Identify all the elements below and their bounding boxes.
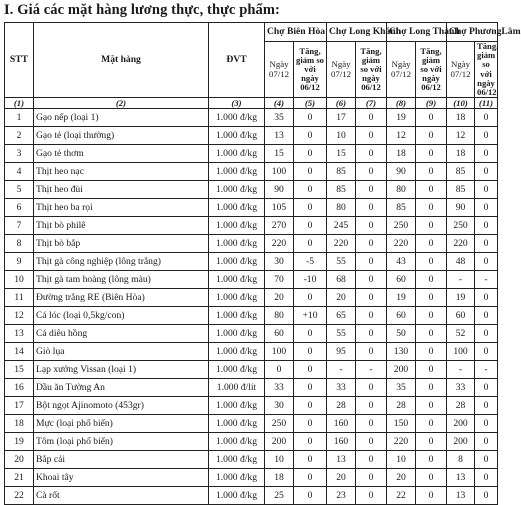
cell-long-khanh-price: 68 <box>327 271 356 289</box>
cell-phuong-lam-price: 8 <box>447 451 475 469</box>
cell-stt: 22 <box>5 487 34 505</box>
subheader-change: Tăng, giảm so với ngày 06/12 <box>356 42 387 98</box>
cell-item: Thịt gà tam hoàng (lông màu) <box>34 271 209 289</box>
cell-bien-hoa-change: 0 <box>294 163 327 181</box>
cell-long-thanh-price: 22 <box>387 487 416 505</box>
cell-unit: 1.000 đ/kg <box>209 235 265 253</box>
cell-stt: 8 <box>5 235 34 253</box>
cell-stt: 16 <box>5 379 34 397</box>
cell-bien-hoa-change: 0 <box>294 325 327 343</box>
table-row <box>5 181 498 199</box>
table-row <box>5 127 498 145</box>
cell-unit: 1.000 đ/kg <box>209 109 265 127</box>
cell-stt: 4 <box>5 163 34 181</box>
cell-bien-hoa-change: 0 <box>294 235 327 253</box>
table-row <box>5 343 498 361</box>
cell-phuong-lam-change: 0 <box>475 379 498 397</box>
cell-bien-hoa-price: 35 <box>265 109 294 127</box>
cell-bien-hoa-change: 0 <box>294 181 327 199</box>
cell-long-khanh-change: 0 <box>356 487 387 505</box>
table-row <box>5 415 498 433</box>
cell-bien-hoa-change: 0 <box>294 415 327 433</box>
column-number: (1) <box>5 98 34 109</box>
cell-stt: 1 <box>5 109 34 127</box>
cell-item: Đường trắng RE (Biên Hòa) <box>34 289 209 307</box>
cell-bien-hoa-price: 0 <box>265 361 294 379</box>
cell-long-thanh-price: 19 <box>387 289 416 307</box>
cell-bien-hoa-change: 0 <box>294 469 327 487</box>
cell-phuong-lam-price: 250 <box>447 217 475 235</box>
cell-long-khanh-change: 0 <box>356 307 387 325</box>
table-row <box>5 487 498 505</box>
table-row <box>5 271 498 289</box>
cell-unit: 1.000 đ/kg <box>209 217 265 235</box>
cell-long-khanh-price: 160 <box>327 415 356 433</box>
cell-phuong-lam-price: 12 <box>447 127 475 145</box>
cell-stt: 14 <box>5 343 34 361</box>
cell-unit: 1.000 đ/kg <box>209 325 265 343</box>
cell-long-khanh-price: 17 <box>327 109 356 127</box>
cell-long-khanh-change: 0 <box>356 451 387 469</box>
subheader-change: Tăng, giảm so với ngày 06/12 <box>416 42 447 98</box>
cell-unit: 1.000 đ/kg <box>209 469 265 487</box>
cell-phuong-lam-price: 100 <box>447 343 475 361</box>
cell-long-khanh-price: 10 <box>327 127 356 145</box>
cell-bien-hoa-price: 90 <box>265 181 294 199</box>
header-unit: ĐVT <box>209 23 265 98</box>
cell-long-khanh-price: 20 <box>327 289 356 307</box>
cell-long-khanh-price: 80 <box>327 199 356 217</box>
header-market-long-thanh: Chợ Long Thành <box>387 23 447 42</box>
cell-phuong-lam-price: 13 <box>447 487 475 505</box>
cell-long-thanh-change: 0 <box>416 361 447 379</box>
cell-stt: 15 <box>5 361 34 379</box>
table-row <box>5 109 498 127</box>
cell-stt: 20 <box>5 451 34 469</box>
cell-long-khanh-price: 28 <box>327 397 356 415</box>
table-row <box>5 325 498 343</box>
cell-phuong-lam-change: 0 <box>475 289 498 307</box>
cell-item: Thịt heo ba rọi <box>34 199 209 217</box>
cell-phuong-lam-change: 0 <box>475 343 498 361</box>
column-number: (9) <box>416 98 447 109</box>
cell-long-khanh-change: 0 <box>356 235 387 253</box>
cell-stt: 7 <box>5 217 34 235</box>
cell-bien-hoa-change: 0 <box>294 199 327 217</box>
table-row <box>5 253 498 271</box>
cell-long-thanh-price: 200 <box>387 361 416 379</box>
cell-bien-hoa-change: +10 <box>294 307 327 325</box>
header-market-bien-hoa: Chợ Biên Hòa <box>265 23 327 42</box>
cell-phuong-lam-price: - <box>447 271 475 289</box>
cell-bien-hoa-price: 100 <box>265 343 294 361</box>
cell-long-khanh-change: 0 <box>356 253 387 271</box>
cell-phuong-lam-price: 28 <box>447 397 475 415</box>
cell-long-thanh-change: 0 <box>416 181 447 199</box>
cell-unit: 1.000 đ/kg <box>209 397 265 415</box>
cell-bien-hoa-price: 33 <box>265 379 294 397</box>
cell-bien-hoa-change: 0 <box>294 379 327 397</box>
cell-unit: 1.000 đ/kg <box>209 271 265 289</box>
cell-phuong-lam-change: - <box>475 271 498 289</box>
cell-phuong-lam-price: 220 <box>447 235 475 253</box>
cell-long-khanh-change: 0 <box>356 109 387 127</box>
cell-unit: 1.000 đ/kg <box>209 127 265 145</box>
cell-long-khanh-price: 13 <box>327 451 356 469</box>
cell-bien-hoa-change: 0 <box>294 343 327 361</box>
cell-phuong-lam-change: 0 <box>475 127 498 145</box>
cell-item: Gạo nếp (loại 1) <box>34 109 209 127</box>
cell-phuong-lam-price: 18 <box>447 145 475 163</box>
cell-long-khanh-change: 0 <box>356 433 387 451</box>
column-number: (2) <box>34 98 209 109</box>
table-row <box>5 469 498 487</box>
column-number: (11) <box>475 98 498 109</box>
cell-unit: 1.000 đ/kg <box>209 415 265 433</box>
column-number: (7) <box>356 98 387 109</box>
cell-bien-hoa-change: 0 <box>294 361 327 379</box>
cell-long-thanh-change: 0 <box>416 109 447 127</box>
cell-long-thanh-price: 43 <box>387 253 416 271</box>
cell-long-thanh-change: 0 <box>416 433 447 451</box>
cell-stt: 18 <box>5 415 34 433</box>
cell-long-thanh-change: 0 <box>416 145 447 163</box>
cell-long-khanh-change: 0 <box>356 415 387 433</box>
table-body <box>5 109 498 505</box>
cell-long-khanh-change: 0 <box>356 271 387 289</box>
cell-stt: 19 <box>5 433 34 451</box>
cell-long-thanh-price: 20 <box>387 469 416 487</box>
cell-item: Giò lụa <box>34 343 209 361</box>
cell-phuong-lam-price: 200 <box>447 433 475 451</box>
cell-unit: 1.000 đ/kg <box>209 289 265 307</box>
cell-item: Gạo tẻ (loại thường) <box>34 127 209 145</box>
cell-unit: 1.000 đ/lít <box>209 379 265 397</box>
cell-bien-hoa-change: 0 <box>294 289 327 307</box>
cell-phuong-lam-price: 13 <box>447 469 475 487</box>
cell-phuong-lam-change: 0 <box>475 433 498 451</box>
cell-long-thanh-price: 60 <box>387 271 416 289</box>
cell-long-khanh-price: 33 <box>327 379 356 397</box>
cell-long-thanh-price: 130 <box>387 343 416 361</box>
cell-phuong-lam-price: 200 <box>447 415 475 433</box>
cell-phuong-lam-price: - <box>447 361 475 379</box>
cell-long-thanh-price: 50 <box>387 325 416 343</box>
cell-item: Dầu ăn Tường An <box>34 379 209 397</box>
header-stt: STT <box>5 23 34 98</box>
cell-long-thanh-change: 0 <box>416 235 447 253</box>
cell-long-thanh-change: 0 <box>416 343 447 361</box>
cell-phuong-lam-change: 0 <box>475 145 498 163</box>
cell-long-thanh-change: 0 <box>416 289 447 307</box>
column-number: (6) <box>327 98 356 109</box>
cell-phuong-lam-change: 0 <box>475 397 498 415</box>
table-row <box>5 361 498 379</box>
cell-long-thanh-change: 0 <box>416 415 447 433</box>
cell-unit: 1.000 đ/kg <box>209 253 265 271</box>
cell-bien-hoa-price: 20 <box>265 289 294 307</box>
cell-bien-hoa-price: 10 <box>265 451 294 469</box>
cell-long-thanh-price: 220 <box>387 433 416 451</box>
cell-phuong-lam-price: 33 <box>447 379 475 397</box>
cell-long-khanh-price: 15 <box>327 145 356 163</box>
cell-phuong-lam-price: 90 <box>447 199 475 217</box>
cell-stt: 2 <box>5 127 34 145</box>
cell-phuong-lam-change: 0 <box>475 235 498 253</box>
cell-long-thanh-change: 0 <box>416 487 447 505</box>
cell-item: Thịt heo nạc <box>34 163 209 181</box>
cell-long-thanh-change: 0 <box>416 379 447 397</box>
cell-long-khanh-change: - <box>356 361 387 379</box>
subheader-date: Ngày 07/12 <box>447 42 475 98</box>
cell-stt: 3 <box>5 145 34 163</box>
cell-phuong-lam-change: 0 <box>475 199 498 217</box>
cell-long-khanh-change: 0 <box>356 325 387 343</box>
cell-bien-hoa-price: 200 <box>265 433 294 451</box>
cell-item: Bột ngọt Ajinomoto (453gr) <box>34 397 209 415</box>
cell-item: Thịt heo đùi <box>34 181 209 199</box>
cell-bien-hoa-change: 0 <box>294 487 327 505</box>
cell-item: Tôm (loại phổ biến) <box>34 433 209 451</box>
cell-long-khanh-change: 0 <box>356 163 387 181</box>
cell-bien-hoa-price: 220 <box>265 235 294 253</box>
cell-phuong-lam-change: 0 <box>475 307 498 325</box>
cell-phuong-lam-change: 0 <box>475 325 498 343</box>
cell-bien-hoa-change: 0 <box>294 217 327 235</box>
cell-long-khanh-price: 65 <box>327 307 356 325</box>
cell-phuong-lam-change: 0 <box>475 253 498 271</box>
cell-long-thanh-price: 250 <box>387 217 416 235</box>
table-row <box>5 163 498 181</box>
cell-bien-hoa-price: 30 <box>265 397 294 415</box>
cell-long-thanh-price: 90 <box>387 163 416 181</box>
cell-phuong-lam-change: 0 <box>475 469 498 487</box>
cell-stt: 17 <box>5 397 34 415</box>
cell-long-thanh-price: 18 <box>387 145 416 163</box>
column-number: (3) <box>209 98 265 109</box>
cell-unit: 1.000 đ/kg <box>209 181 265 199</box>
cell-long-thanh-price: 12 <box>387 127 416 145</box>
cell-item: Khoai tây <box>34 469 209 487</box>
cell-item: Thịt bò bắp <box>34 235 209 253</box>
section-title: I. Giá các mặt hàng lương thực, thực phẩm: <box>4 2 280 18</box>
cell-long-thanh-price: 80 <box>387 181 416 199</box>
cell-bien-hoa-price: 250 <box>265 415 294 433</box>
table-row <box>5 217 498 235</box>
column-number: (4) <box>265 98 294 109</box>
table-row <box>5 145 498 163</box>
cell-item: Lạp xưởng Vissan (loại 1) <box>34 361 209 379</box>
cell-unit: 1.000 đ/kg <box>209 145 265 163</box>
cell-long-khanh-change: 0 <box>356 343 387 361</box>
cell-long-thanh-change: 0 <box>416 451 447 469</box>
column-number: (5) <box>294 98 327 109</box>
cell-phuong-lam-change: - <box>475 361 498 379</box>
cell-long-thanh-change: 0 <box>416 271 447 289</box>
cell-phuong-lam-change: 0 <box>475 451 498 469</box>
table-row <box>5 199 498 217</box>
cell-bien-hoa-change: -5 <box>294 253 327 271</box>
cell-long-thanh-price: 10 <box>387 451 416 469</box>
cell-phuong-lam-price: 18 <box>447 109 475 127</box>
cell-long-thanh-change: 0 <box>416 253 447 271</box>
cell-bien-hoa-price: 270 <box>265 217 294 235</box>
cell-long-khanh-change: 0 <box>356 289 387 307</box>
cell-phuong-lam-change: 0 <box>475 487 498 505</box>
cell-long-thanh-price: 150 <box>387 415 416 433</box>
cell-unit: 1.000 đ/kg <box>209 433 265 451</box>
cell-long-thanh-price: 85 <box>387 199 416 217</box>
cell-long-khanh-price: 245 <box>327 217 356 235</box>
cell-long-khanh-price: 220 <box>327 235 356 253</box>
subheader-date: Ngày 07/12 <box>387 42 416 98</box>
cell-stt: 11 <box>5 289 34 307</box>
cell-long-thanh-change: 0 <box>416 397 447 415</box>
cell-bien-hoa-price: 13 <box>265 127 294 145</box>
cell-bien-hoa-change: 0 <box>294 127 327 145</box>
cell-long-khanh-price: 55 <box>327 253 356 271</box>
cell-long-khanh-change: 0 <box>356 217 387 235</box>
cell-long-thanh-price: 28 <box>387 397 416 415</box>
cell-item: Cá lóc (loại 0,5kg/con) <box>34 307 209 325</box>
cell-stt: 12 <box>5 307 34 325</box>
cell-stt: 21 <box>5 469 34 487</box>
header-item: Mặt hàng <box>34 23 209 98</box>
cell-phuong-lam-price: 19 <box>447 289 475 307</box>
subheader-date: Ngày 07/12 <box>327 42 356 98</box>
cell-long-thanh-change: 0 <box>416 217 447 235</box>
table-row <box>5 433 498 451</box>
cell-long-khanh-price: 55 <box>327 325 356 343</box>
cell-item: Cà rốt <box>34 487 209 505</box>
cell-long-khanh-price: 85 <box>327 163 356 181</box>
cell-bien-hoa-price: 70 <box>265 271 294 289</box>
cell-long-khanh-change: 0 <box>356 397 387 415</box>
cell-item: Bắp cải <box>34 451 209 469</box>
cell-item: Gạo tẻ thơm <box>34 145 209 163</box>
cell-long-khanh-change: 0 <box>356 469 387 487</box>
cell-unit: 1.000 đ/kg <box>209 487 265 505</box>
subheader-change: Tăng, giảm so với ngày 06/12 <box>475 42 498 98</box>
header-market-long-khanh: Chợ Long Khánh <box>327 23 387 42</box>
cell-phuong-lam-change: 0 <box>475 109 498 127</box>
cell-long-thanh-change: 0 <box>416 325 447 343</box>
cell-long-thanh-price: 60 <box>387 307 416 325</box>
subheader-date: Ngày 07/12 <box>265 42 294 98</box>
cell-bien-hoa-change: 0 <box>294 109 327 127</box>
cell-unit: 1.000 đ/kg <box>209 451 265 469</box>
cell-stt: 9 <box>5 253 34 271</box>
column-number: (8) <box>387 98 416 109</box>
table-row <box>5 397 498 415</box>
table-row <box>5 307 498 325</box>
cell-long-khanh-change: 0 <box>356 127 387 145</box>
cell-stt: 10 <box>5 271 34 289</box>
subheader-change: Tăng, giảm so với ngày 06/12 <box>294 42 327 98</box>
cell-long-khanh-change: 0 <box>356 145 387 163</box>
cell-long-thanh-change: 0 <box>416 163 447 181</box>
cell-unit: 1.000 đ/kg <box>209 307 265 325</box>
cell-bien-hoa-change: 0 <box>294 145 327 163</box>
cell-phuong-lam-price: 85 <box>447 163 475 181</box>
cell-unit: 1.000 đ/kg <box>209 199 265 217</box>
cell-bien-hoa-price: 100 <box>265 163 294 181</box>
cell-long-khanh-change: 0 <box>356 379 387 397</box>
cell-long-khanh-price: 160 <box>327 433 356 451</box>
cell-item: Cá diêu hồng <box>34 325 209 343</box>
cell-long-khanh-price: 23 <box>327 487 356 505</box>
cell-bien-hoa-change: 0 <box>294 451 327 469</box>
cell-item: Thịt gà công nghiệp (lông trắng) <box>34 253 209 271</box>
cell-stt: 13 <box>5 325 34 343</box>
cell-long-khanh-price: - <box>327 361 356 379</box>
cell-phuong-lam-price: 48 <box>447 253 475 271</box>
cell-long-khanh-change: 0 <box>356 181 387 199</box>
cell-long-khanh-price: 85 <box>327 181 356 199</box>
cell-phuong-lam-change: 0 <box>475 415 498 433</box>
cell-unit: 1.000 đ/kg <box>209 361 265 379</box>
cell-long-thanh-change: 0 <box>416 307 447 325</box>
table-row <box>5 451 498 469</box>
cell-long-thanh-price: 35 <box>387 379 416 397</box>
cell-long-thanh-change: 0 <box>416 199 447 217</box>
cell-phuong-lam-change: 0 <box>475 217 498 235</box>
cell-unit: 1.000 đ/kg <box>209 163 265 181</box>
cell-bien-hoa-price: 80 <box>265 307 294 325</box>
cell-phuong-lam-price: 85 <box>447 181 475 199</box>
cell-phuong-lam-price: 52 <box>447 325 475 343</box>
cell-stt: 6 <box>5 199 34 217</box>
cell-bien-hoa-change: 0 <box>294 433 327 451</box>
cell-bien-hoa-price: 15 <box>265 145 294 163</box>
cell-item: Mực (loại phổ biến) <box>34 415 209 433</box>
cell-bien-hoa-price: 18 <box>265 469 294 487</box>
cell-bien-hoa-price: 25 <box>265 487 294 505</box>
cell-bien-hoa-price: 60 <box>265 325 294 343</box>
cell-bien-hoa-price: 105 <box>265 199 294 217</box>
table-row <box>5 235 498 253</box>
cell-long-thanh-change: 0 <box>416 469 447 487</box>
cell-stt: 5 <box>5 181 34 199</box>
cell-phuong-lam-change: 0 <box>475 181 498 199</box>
cell-long-thanh-price: 19 <box>387 109 416 127</box>
cell-long-khanh-change: 0 <box>356 199 387 217</box>
cell-bien-hoa-change: -10 <box>294 271 327 289</box>
price-table <box>4 22 521 505</box>
cell-phuong-lam-price: 60 <box>447 307 475 325</box>
column-number: (10) <box>447 98 475 109</box>
cell-phuong-lam-change: 0 <box>475 163 498 181</box>
cell-long-thanh-change: 0 <box>416 127 447 145</box>
cell-bien-hoa-change: 0 <box>294 397 327 415</box>
table-row <box>5 379 498 397</box>
cell-long-thanh-price: 220 <box>387 235 416 253</box>
cell-bien-hoa-price: 30 <box>265 253 294 271</box>
cell-unit: 1.000 đ/kg <box>209 343 265 361</box>
table-row <box>5 289 498 307</box>
cell-long-khanh-price: 95 <box>327 343 356 361</box>
header-market-phuong-lam: Chợ PhươngLâm <box>447 23 498 42</box>
cell-item: Thịt bò philê <box>34 217 209 235</box>
cell-long-khanh-price: 20 <box>327 469 356 487</box>
